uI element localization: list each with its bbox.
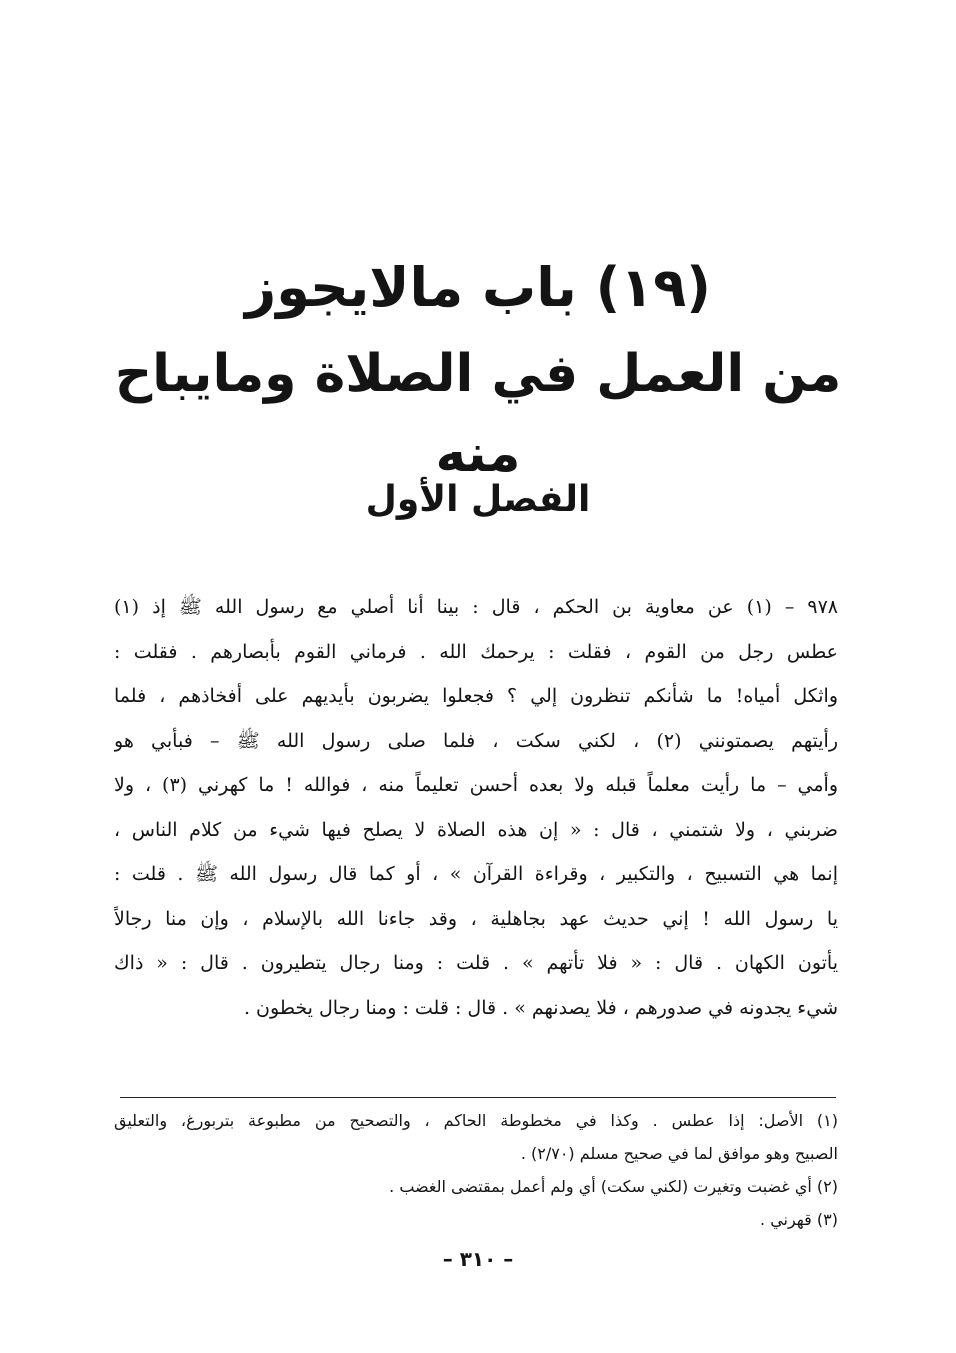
hadith-text [114,585,838,1030]
text-line: إنما هي التسبيح ، والتكبير ، وقراءة القرآن » ، أو كما قال رسول الله ﷺ . قلت : [114,863,838,885]
footnotes [114,1104,838,1236]
section-title: الفصل الأول [365,479,591,520]
chapter-title-line-2: من العمل في الصلاة ومايباح منه [114,344,842,484]
footnote-line: (٣) قهرني . [760,1210,838,1229]
text-line: يأتون الكهان . قال : « فلا تأتهم » . قلت : ومنا رجال يتطيرون . قال : « ذاك [114,952,838,974]
text-line: عطس رجل من القوم ، فقلت : يرحمك الله . فرماني القوم بأبصارهم . فقلت : [114,640,838,663]
text-line: واثكل أمياه! ما شأنكم تنظرون إلي ؟ فجعلوا يضربون بأيديهم على أفخاذهم ، فلما [114,685,838,707]
footnote-line: الصبيح وهو موافق لما في صحيح مسلم (٢/٧٠) . [520,1144,838,1163]
page-number: – ٣١٠ – [442,1247,514,1271]
footnote-line: (١) الأصل: إذا عطس . وكذا في مخطوطة الحاكم ، والتصحيح من مطبوعة بتربورغ، والتعليق [114,1111,838,1130]
text-line: ضربني ، ولا شتمني ، قال : « إن هذه الصلاة لا يصلح فيها شيء من كلام الناس ، [114,818,838,841]
text-line: ٩٧٨ – (١) عن معاوية بن الحكم ، قال : بينا أنا أصلي مع رسول الله ﷺ إذ (١) [114,596,838,618]
text-line: يا رسول الله ! إني حديث عهد بجاهلية ، وقد جاءنا الله بالإسلام ، وإن منا رجالاً [114,907,838,930]
text-line: شيء يجدونه في صدورهم ، فلا يصدنهم » . قال : قلت : ومنا رجال يخطون . [243,996,838,1019]
footnote-divider [120,1097,836,1098]
chapter-title-line-1: (١٩) باب مالايجوز [245,256,711,319]
text-line: وأمي – ما رأيت معلماً قبله ولا بعده أحسن تعليماً منه ، فوالله ! ما كهرني (٣) ، ولا [114,774,838,796]
footnote-line: (٢) أي غضبت وتغيرت (لكني سكت) أي ولم أعمل بمقتضى الغضب . [389,1177,838,1196]
text-line: رأيتهم يصمتونني (٢) ، لكني سكت ، فلما صلى رسول الله ﷺ – فبأبي هو [114,729,838,752]
chapter-title [100,248,856,494]
